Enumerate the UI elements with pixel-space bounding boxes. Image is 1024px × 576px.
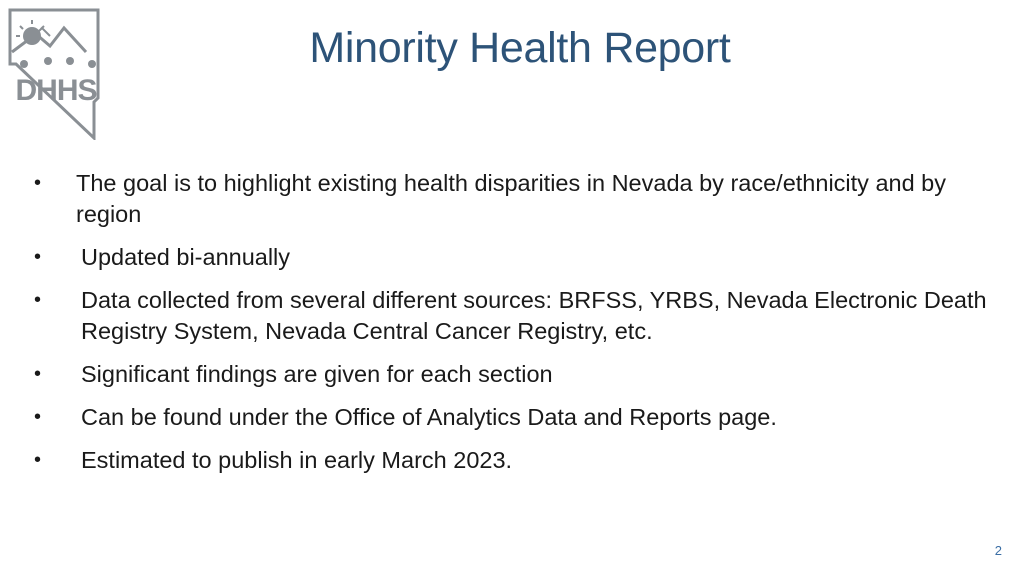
- bullet-item: [34, 402, 1014, 433]
- bullet-marker: •: [34, 363, 42, 385]
- bullet-text: Significant findings are given for each section: [81, 361, 553, 387]
- bullet-marker: •: [34, 172, 42, 194]
- slide-title: Minority Health Report: [309, 24, 731, 72]
- bullet-item: [34, 359, 1014, 390]
- bullet-marker: •: [34, 406, 42, 428]
- bullet-item: [34, 168, 1014, 230]
- bullet-text: Data collected from several different sources: BRFSS, YRBS, Nevada Electronic Death Registry System, Nevada Central Cancer Registry, etc.: [81, 287, 987, 344]
- bullet-text: Updated bi-annually: [81, 244, 291, 270]
- bullet-marker: •: [34, 449, 42, 471]
- bullet-text: The goal is to highlight existing health disparities in Nevada by race/ethnicity and by region: [76, 170, 947, 227]
- bullet-marker: •: [34, 289, 42, 311]
- dhhs-logo-text: DHHS: [15, 74, 97, 107]
- page-number: 2: [994, 543, 1002, 558]
- bullet-text: Estimated to publish in early March 2023.: [81, 447, 513, 473]
- bullet-list: [34, 168, 1014, 488]
- bullet-item: [34, 445, 1014, 476]
- bullet-marker: •: [34, 246, 42, 268]
- bullet-text: Can be found under the Office of Analytics Data and Reports page.: [81, 404, 777, 430]
- bullet-item: [34, 285, 1014, 347]
- bullet-item: [34, 242, 1014, 273]
